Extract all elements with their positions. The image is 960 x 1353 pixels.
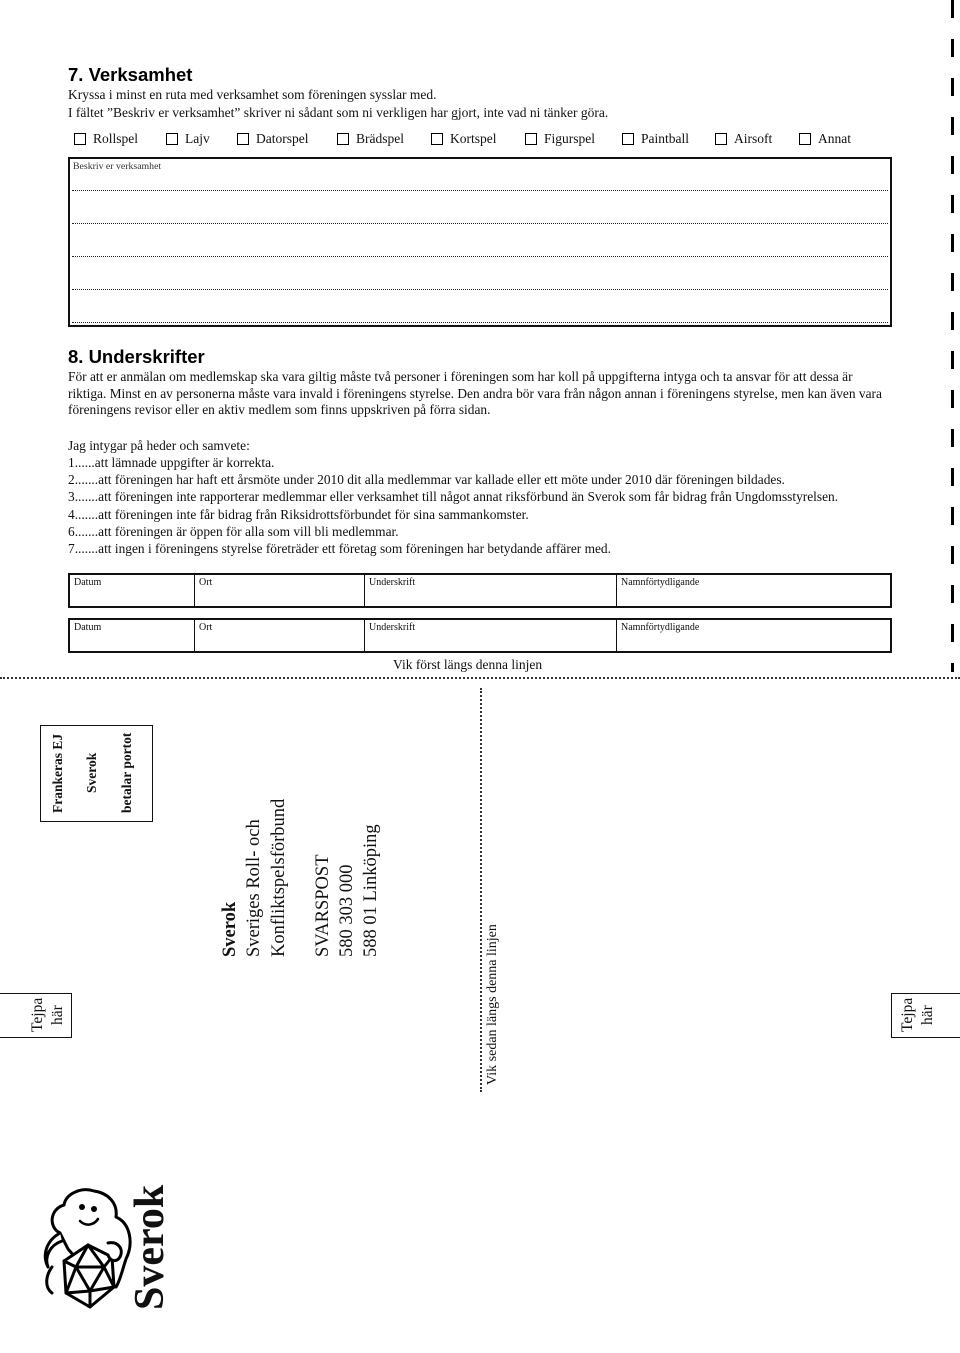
checkbox-square[interactable] [166,133,178,145]
date-field[interactable] [70,575,195,606]
cut-line [951,0,954,672]
tape-label-line: Tejpa [899,997,916,1033]
affirmation-list [68,454,838,557]
writing-line [72,289,888,290]
affirmation-item: 1......att lämnade uppgifter är korrekta. [68,455,275,470]
address-line: SVARSPOST [313,854,333,957]
affirmation-item: 2.......att föreningen har haft ett årsmöte under 2010 dit alla medlemmar var kallade eller ett möte under 2010 där föreningen bildades. [68,472,785,488]
checkbox-label: Brädspel [356,131,404,146]
affirmation-intro: Jag intygar på heder och samvete: [68,438,250,453]
writing-line [72,190,888,191]
describe-activity-field[interactable] [68,157,892,327]
paragraph-line: föreningens revisor eller en aktiv medlem som finns uppskriven på förra sidan. [68,402,491,417]
affirmation-item: 7.......att ingen i föreningens styrelse företräder ett företag som föreningen har betydande affärer med. [68,541,611,557]
tape-label [898,994,938,1036]
tape-here-left [0,993,72,1038]
section-8-heading: 8. Underskrifter [68,346,205,367]
writing-line [72,223,888,224]
signature-field[interactable] [365,620,617,651]
name-clarification-field[interactable] [617,620,890,651]
checkbox-figurspel[interactable] [525,130,595,148]
field-label: Ort [199,622,213,633]
tape-label-line: här [49,1005,66,1025]
checkbox-square[interactable] [799,133,811,145]
fold-second-instruction: Vik sedan längs denna linjen [485,924,500,1085]
field-label: Namnförtydligande [621,577,700,588]
address-line: 588 01 Linköping [361,824,381,957]
field-label: Datum [74,577,102,588]
intro-line: I fältet ”Beskriv er verksamhet” skriver ni sådant som ni verkligen har gjort, inte vad ni tänker göra. [68,105,609,120]
tape-here-right [891,993,960,1038]
intro-line: Kryssa i minst en ruta med verksamhet som föreningen sysslar med. [68,87,437,102]
checkbox-lajv[interactable] [166,130,210,148]
place-field[interactable] [195,620,365,651]
postage-line: Frankeras EJ [49,733,65,813]
checkbox-paintball[interactable] [622,130,689,148]
section-7-intro [68,86,608,122]
checkbox-label: Annat [818,131,851,146]
checkbox-square[interactable] [622,133,634,145]
checkbox-airsoft[interactable] [715,130,772,148]
checkbox-label: Airsoft [734,131,773,146]
place-field[interactable] [195,575,365,606]
field-label: Namnförtydligande [621,622,700,633]
tape-label-line: här [919,1005,936,1025]
paragraph-line: riktiga. Minst en av personerna måste vara invald i föreningens styrelse. Den andra bör vara från någon annan i föreningens styrelse, men kan även vara [68,385,882,401]
checkbox-square[interactable] [74,133,86,145]
checkbox-square[interactable] [525,133,537,145]
checkbox-square[interactable] [237,133,249,145]
fold-line-vertical [480,688,482,1092]
sverok-logo-text: Sverok [127,1184,173,1310]
tape-label-line: Tejpa [29,997,46,1033]
field-label: Underskrift [369,622,416,633]
writing-line [72,322,888,323]
fold-first-instruction: Vik först längs denna linjen [393,657,543,672]
checkbox-square[interactable] [337,133,349,145]
checkbox-bradspel[interactable] [337,130,404,148]
address-name: Sverok [220,901,240,957]
affirmation-item: 6.......att föreningen är öppen för alla som vill bli medlemmar. [68,523,399,539]
field-label: Ort [199,577,213,588]
checkbox-label: Datorspel [256,131,309,146]
name-clarification-field[interactable] [617,575,890,606]
field-label: Datum [74,622,102,633]
address-line: Konfliktspelsförbund [269,798,289,957]
checkbox-label: Lajv [185,131,210,146]
signature-row-2 [68,618,892,653]
writing-line [72,256,888,257]
signature-row-1 [68,573,892,608]
paragraph-line: För att er anmälan om medlemskap ska vara giltig måste två personer i föreningen som har koll på uppgifterna intyga och ta ansvar för att dessa är [68,369,853,384]
checkbox-label: Kortspel [450,131,497,146]
affirmation-item: 4.......att föreningen inte får bidrag från Riksidrottsförbundet för sina sammankomster. [68,506,529,522]
affirmation-item: 3.......att föreningen inte rapporterar medlemmar eller verksamhet till något annat riksförbund än Sverok som får bidrag från Ungdomsstyrelsen. [68,489,839,505]
date-field[interactable] [70,620,195,651]
postage-line: Sverok [83,752,99,794]
describe-activity-label: Beskriv er verksamhet [73,161,162,172]
checkbox-square[interactable] [715,133,727,145]
checkbox-kortspel[interactable] [431,130,497,148]
checkbox-label: Rollspel [93,131,139,146]
tape-label [28,994,68,1036]
field-label: Underskrift [369,577,416,588]
checkbox-square[interactable] [431,133,443,145]
section-7-heading: 7. Verksamhet [68,64,193,85]
checkbox-label: Figurspel [544,131,596,146]
checkbox-label: Paintball [641,131,689,146]
sverok-mascot-icon [38,1183,138,1315]
checkbox-datorspel[interactable] [237,130,308,148]
postage-box [40,725,153,822]
signature-instructions [68,369,882,419]
signature-field[interactable] [365,575,617,606]
address-line: 580 303 000 [337,864,357,957]
address-line: Sveriges Roll- och [244,819,264,957]
checkbox-annat[interactable] [799,130,851,148]
checkbox-rollspel[interactable] [74,130,138,148]
postage-line: betalar portot [118,732,134,814]
fold-line-horizontal [0,677,960,679]
